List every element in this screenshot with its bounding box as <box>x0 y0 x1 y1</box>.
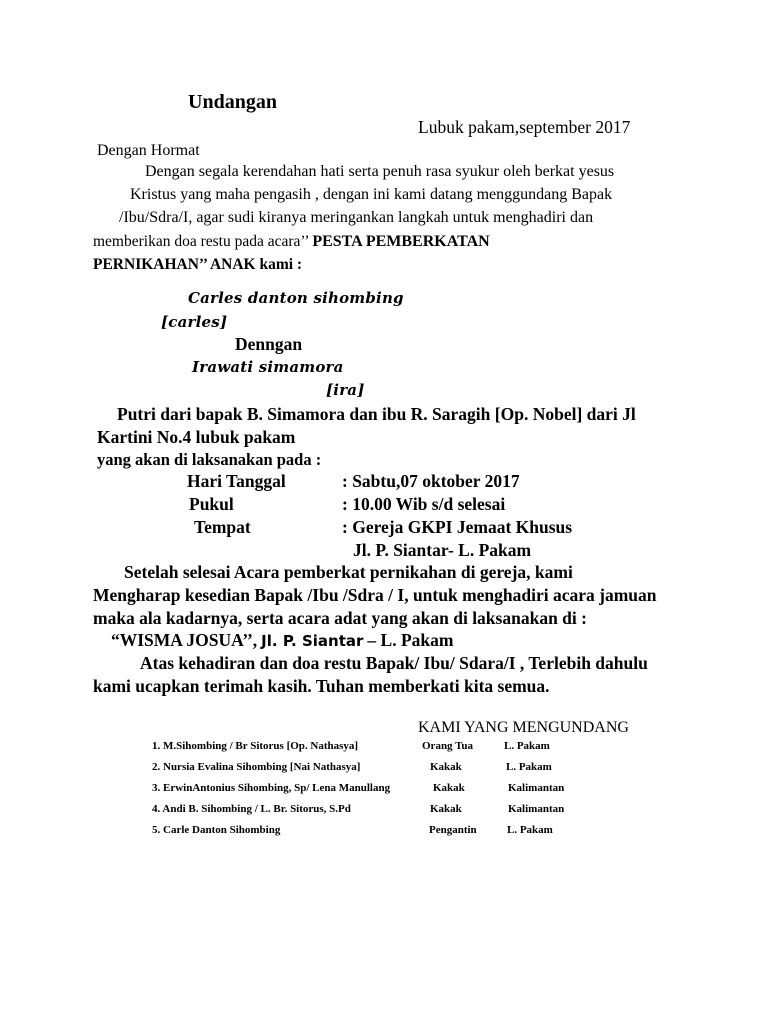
intro-line: PERNIKAHAN’’ ANAK kami : <box>93 256 303 273</box>
inviter-relation: Orang Tua <box>422 740 474 752</box>
inviter-relation: Kakak <box>430 761 462 773</box>
time-label: Pukul <box>189 494 234 514</box>
date-value: : Sabtu,07 oktober 2017 <box>342 471 520 491</box>
inviter-relation: Kakak <box>430 803 462 815</box>
groom-nickname: [carles] <box>161 313 228 331</box>
groom-name: Carles danton sihombing <box>188 289 404 307</box>
place-and-date: Lubuk pakam,september 2017 <box>418 117 631 137</box>
parents-line: Putri dari bapak B. Simamora dan ibu R. Saragih [Op. Nobel] dari Jl <box>117 404 636 424</box>
date-label: Hari Tanggal <box>187 471 286 491</box>
parents-line: Kartini No.4 lubuk pakam <box>97 427 296 447</box>
intro-line: Kristus yang maha pengasih , dengan ini kami datang menggundang Bapak <box>130 186 613 203</box>
inviter-name: 3. ErwinAntonius Sihombing, Sp/ Lena Manullang <box>152 782 391 794</box>
event-name: PESTA PEMBERKATAN <box>312 233 490 250</box>
parents-line: yang akan di laksanakan pada : <box>97 450 322 469</box>
venue-town: – L. Pakam <box>367 630 454 650</box>
inviter-name: 2. Nursia Evalina Sihombing [Nai Nathasya] <box>152 761 361 773</box>
inviter-location: L. Pakam <box>504 740 550 752</box>
reception-line: Setelah selesai Acara pemberkat pernikahan di gereja, kami <box>124 562 573 582</box>
bride-name: Irawati simamora <box>192 358 344 376</box>
closing-line: Atas kehadiran dan doa restu Bapak/ Ibu/ Sdara/I , Terlebih dahulu <box>140 653 648 673</box>
connector-word: Denngan <box>235 334 303 354</box>
intro-line <box>93 234 490 250</box>
bride-nickname: [ira] <box>326 381 365 399</box>
reception-line: Mengharap kesedian Bapak /Ibu /Sdra / I, untuk menghadiri acara jamuan <box>93 585 657 605</box>
document-title: Undangan <box>188 91 277 113</box>
closing-line: kami ucapkan terimah kasih. Tuhan memberkati kita semua. <box>93 676 550 696</box>
inviter-location: Kalimantan <box>508 803 565 815</box>
place-address: Jl. P. Siantar- L. Pakam <box>353 540 532 560</box>
inviter-location: Kalimantan <box>508 782 565 794</box>
inviter-location: L. Pakam <box>507 824 553 836</box>
venue-street: Jl. P. Siantar <box>261 632 364 650</box>
intro-line: /Ibu/Sdra/I, agar sudi kiranya meringankan langkah untuk menghadiri dan <box>119 209 594 226</box>
inviter-name: 5. Carle Danton Sihombing <box>152 824 281 836</box>
inviter-name: 1. M.Sihombing / Br Sitorus [Op. Nathasya] <box>152 740 359 752</box>
greeting: Dengan Hormat <box>97 142 200 159</box>
place-value: : Gereja GKPI Jemaat Khusus <box>342 517 573 537</box>
place-label: Tempat <box>194 517 251 537</box>
inviter-relation: Kakak <box>433 782 465 794</box>
inviter-location: L. Pakam <box>506 761 552 773</box>
time-value: : 10.00 Wib s/d selesai <box>342 494 506 514</box>
intro-text: memberikan doa restu pada acara’’ <box>93 233 309 250</box>
reception-line: maka ala kadarnya, serta acara adat yang akan di laksanakan di : <box>93 608 587 628</box>
inviter-name: 4. Andi B. Sihombing / L. Br. Sitorus, S.Pd <box>152 803 351 815</box>
inviters-title: KAMI YANG MENGUNDANG <box>418 719 629 736</box>
venue-name: “WISMA JOSUA’’, <box>111 630 258 650</box>
reception-venue <box>111 632 453 650</box>
intro-line: Dengan segala kerendahan hati serta penuh rasa syukur oleh berkat yesus <box>145 163 615 180</box>
inviter-relation: Pengantin <box>429 824 477 836</box>
